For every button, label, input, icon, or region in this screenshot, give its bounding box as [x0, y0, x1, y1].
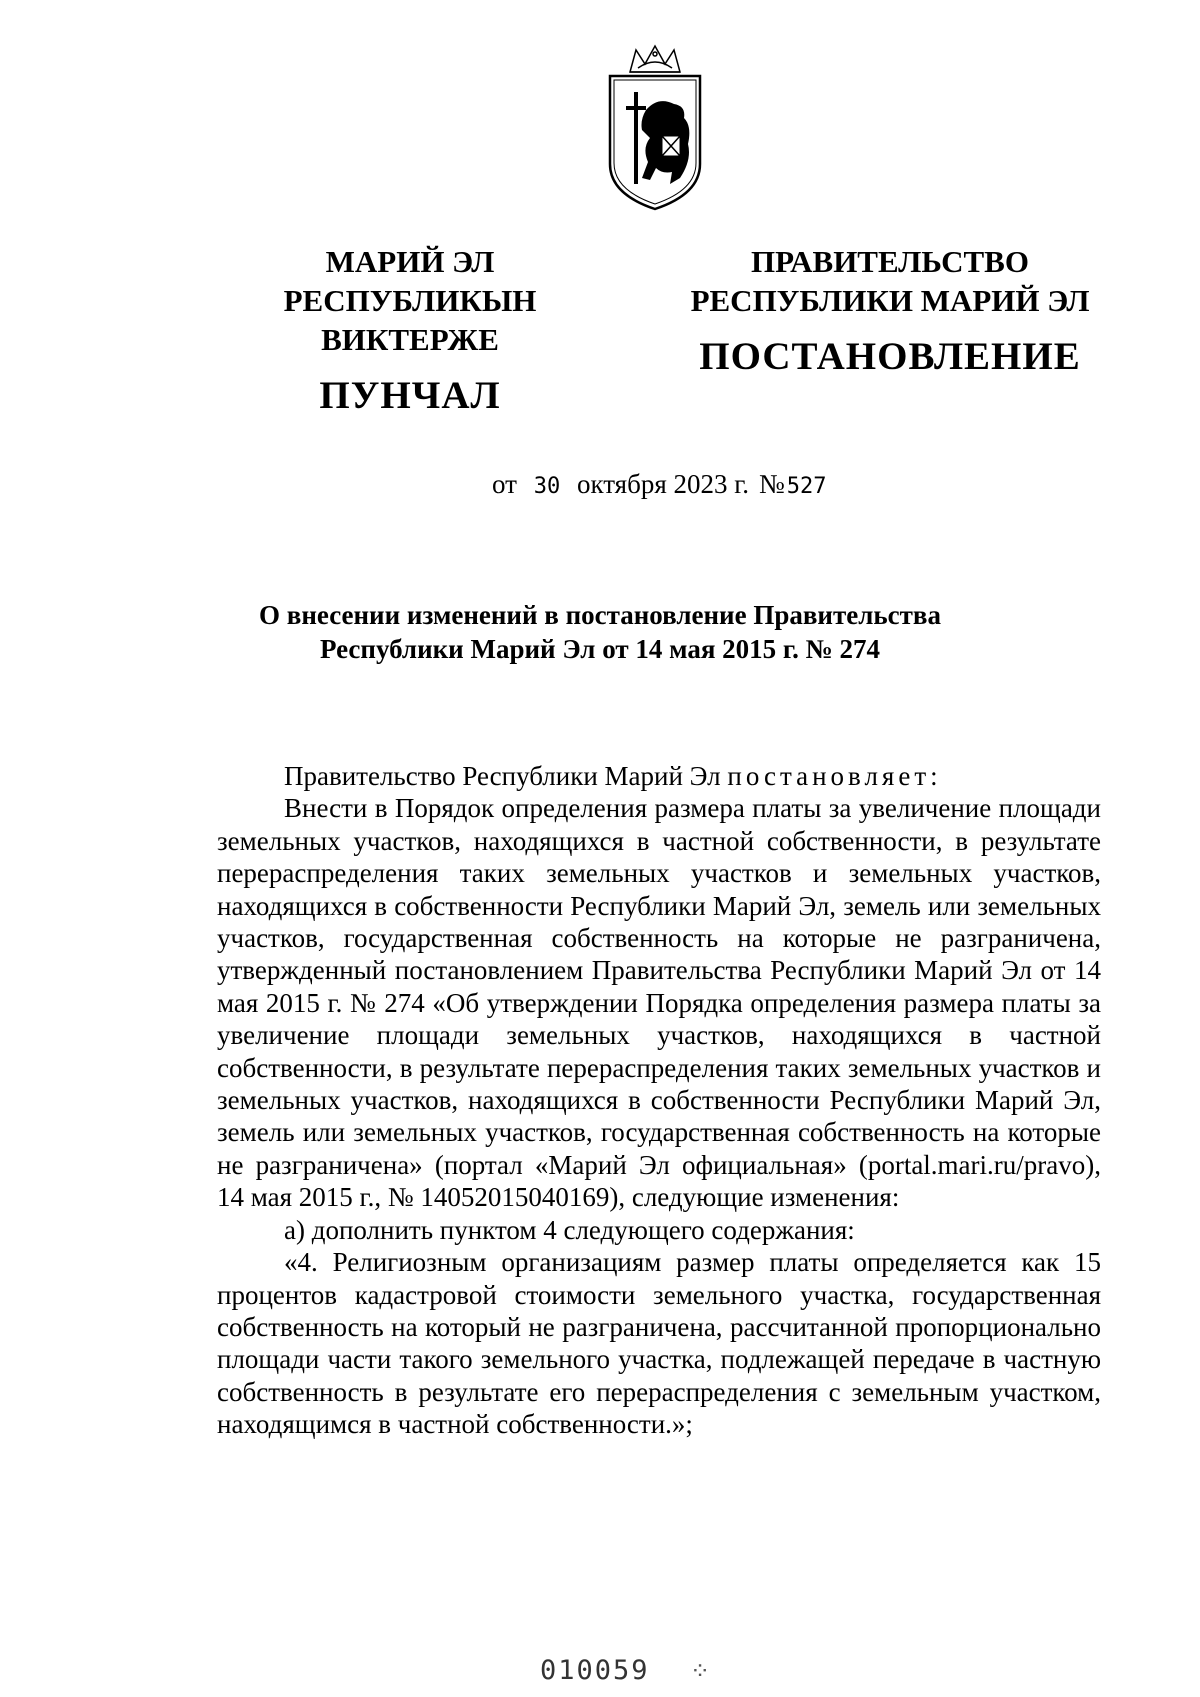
title-line2: Республики Марий Эл от 14 мая 2015 г. № 274	[319, 634, 881, 664]
serial-number: 010059	[540, 1655, 650, 1686]
title-line1: О внесении изменений в постановление Правительства	[259, 600, 941, 630]
intro-verb: постановляет:	[727, 761, 942, 791]
header-russian	[680, 242, 1100, 380]
document-body	[217, 760, 1101, 1441]
intro-subject: Правительство Республики Марий Эл	[284, 761, 721, 791]
header-mari-line2: ВИКТЕРЖЕ	[321, 322, 499, 357]
date-month-year: октября 2023 г.	[576, 469, 750, 499]
date-day: 30	[533, 474, 561, 499]
paragraph-main: Внести в Порядок определения размера платы за увеличение площади земельных участков, находящихся в частной собственности, в результате перераспределения таких земельных участков и земельных участков, находящихся в собственности Республики Марий Эл, земель или земельных участков, государственная собственность на которые не разграничена, утвержденный постановлением Правительства Республики Марий Эл от 14 мая 2015 г. № 274 «Об утверждении Порядка определения размера платы за увеличение площади земельных участков, находящихся в частной собственности, в результате перераспределения таких земельных участков и земельных участков, находящихся в собственности Республики Марий Эл, земель или земельных участков, государственная собственность на которые не разграничена» (портал «Марий Эл официальная» (portal.mari.ru/pravo), 14 мая 2015 г., № 14052015040169), следующие изменения:	[217, 793, 1101, 1213]
header-mari-doctype: ПУНЧАЛ	[319, 374, 501, 417]
security-mark-icon: ⁘	[690, 1659, 711, 1685]
quoted-clause: «4. Религиозным организациям размер платы определяется как 15 процентов кадастровой стоимости земельного участка, государственная собственность на который не разграничена, рассчитанной пропорционально площади части такого земельного участка, подлежащей передаче в частную собственность в результате его перераспределения с земельным участком, находящимся в частной собственности.»;	[217, 1247, 1101, 1440]
crown-icon	[630, 46, 680, 72]
header-mari-line1: МАРИЙ ЭЛ РЕСПУБЛИКЫН	[283, 244, 537, 318]
document-date-number	[492, 469, 837, 500]
document-title	[150, 598, 1050, 666]
date-prefix: от	[492, 469, 517, 499]
document-number: 527	[786, 474, 827, 499]
header-russian-doctype: ПОСТАНОВЛЕНИЕ	[699, 335, 1081, 378]
number-sign: №	[759, 469, 785, 499]
header-mari	[200, 242, 620, 419]
intro-paragraph	[217, 760, 1101, 792]
header-russian-line1: ПРАВИТЕЛЬСТВО	[751, 244, 1029, 279]
item-a: а) дополнить пунктом 4 следующего содержания:	[284, 1214, 855, 1245]
coat-of-arms-icon	[600, 44, 710, 214]
header-russian-line2: РЕСПУБЛИКИ МАРИЙ ЭЛ	[690, 283, 1090, 318]
